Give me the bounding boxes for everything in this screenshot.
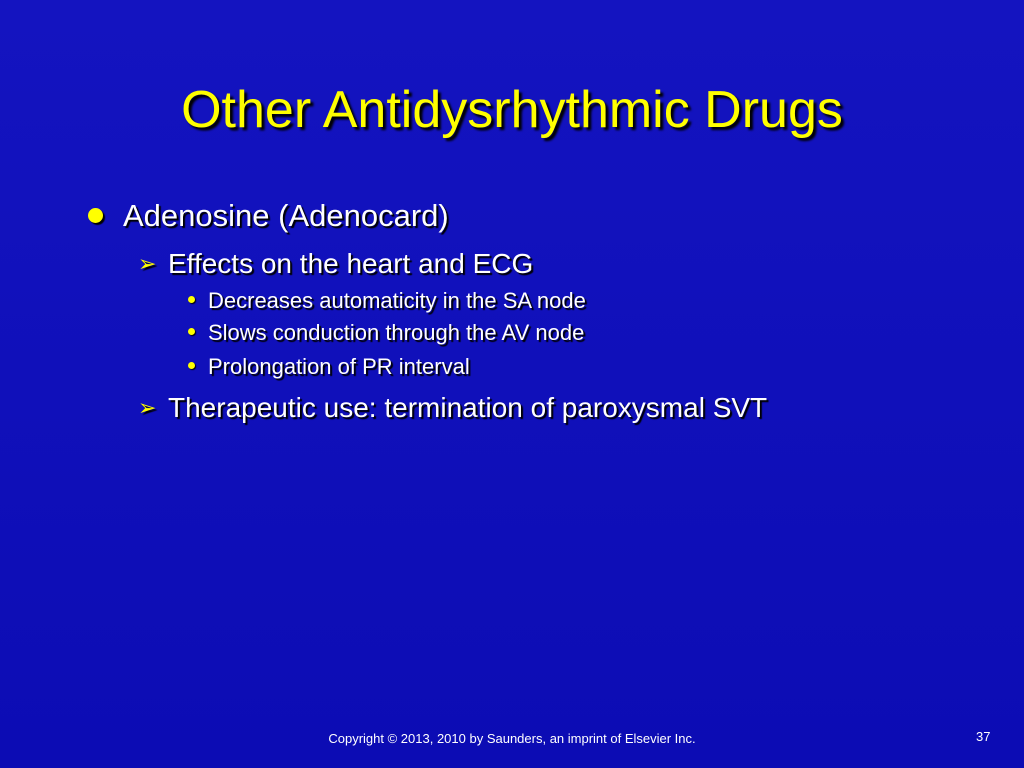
dot-icon bbox=[188, 328, 195, 335]
bullet-level2 bbox=[138, 246, 533, 284]
bullet-text: Adenosine (Adenocard) bbox=[123, 198, 449, 233]
chevron-right-icon: ➢ bbox=[138, 250, 157, 276]
bullet-level1 bbox=[88, 196, 449, 236]
bullet-text: Decreases automaticity in the SA node bbox=[208, 288, 586, 313]
slide-title: Other Antidysrhythmic Drugs bbox=[181, 81, 843, 139]
dot-icon bbox=[188, 296, 195, 303]
dot-icon bbox=[188, 362, 195, 369]
bullet-level3 bbox=[188, 318, 584, 348]
bullet-level3 bbox=[188, 286, 586, 316]
chevron-right-icon: ➢ bbox=[138, 394, 157, 420]
bullet-level3 bbox=[188, 352, 470, 382]
bullet-text: Slows conduction through the AV node bbox=[208, 320, 585, 345]
bullet-text: Therapeutic use: termination of paroxysmal SVT bbox=[168, 392, 768, 423]
page-number: 37 bbox=[976, 729, 991, 744]
filled-circle-icon bbox=[88, 208, 103, 223]
copyright-footer: Copyright © 2013, 2010 by Saunders, an imprint of Elsevier Inc. bbox=[328, 731, 696, 746]
bullet-text: Prolongation of PR interval bbox=[208, 354, 470, 379]
bullet-text: Effects on the heart and ECG bbox=[168, 248, 534, 279]
bullet-level2 bbox=[138, 390, 767, 428]
